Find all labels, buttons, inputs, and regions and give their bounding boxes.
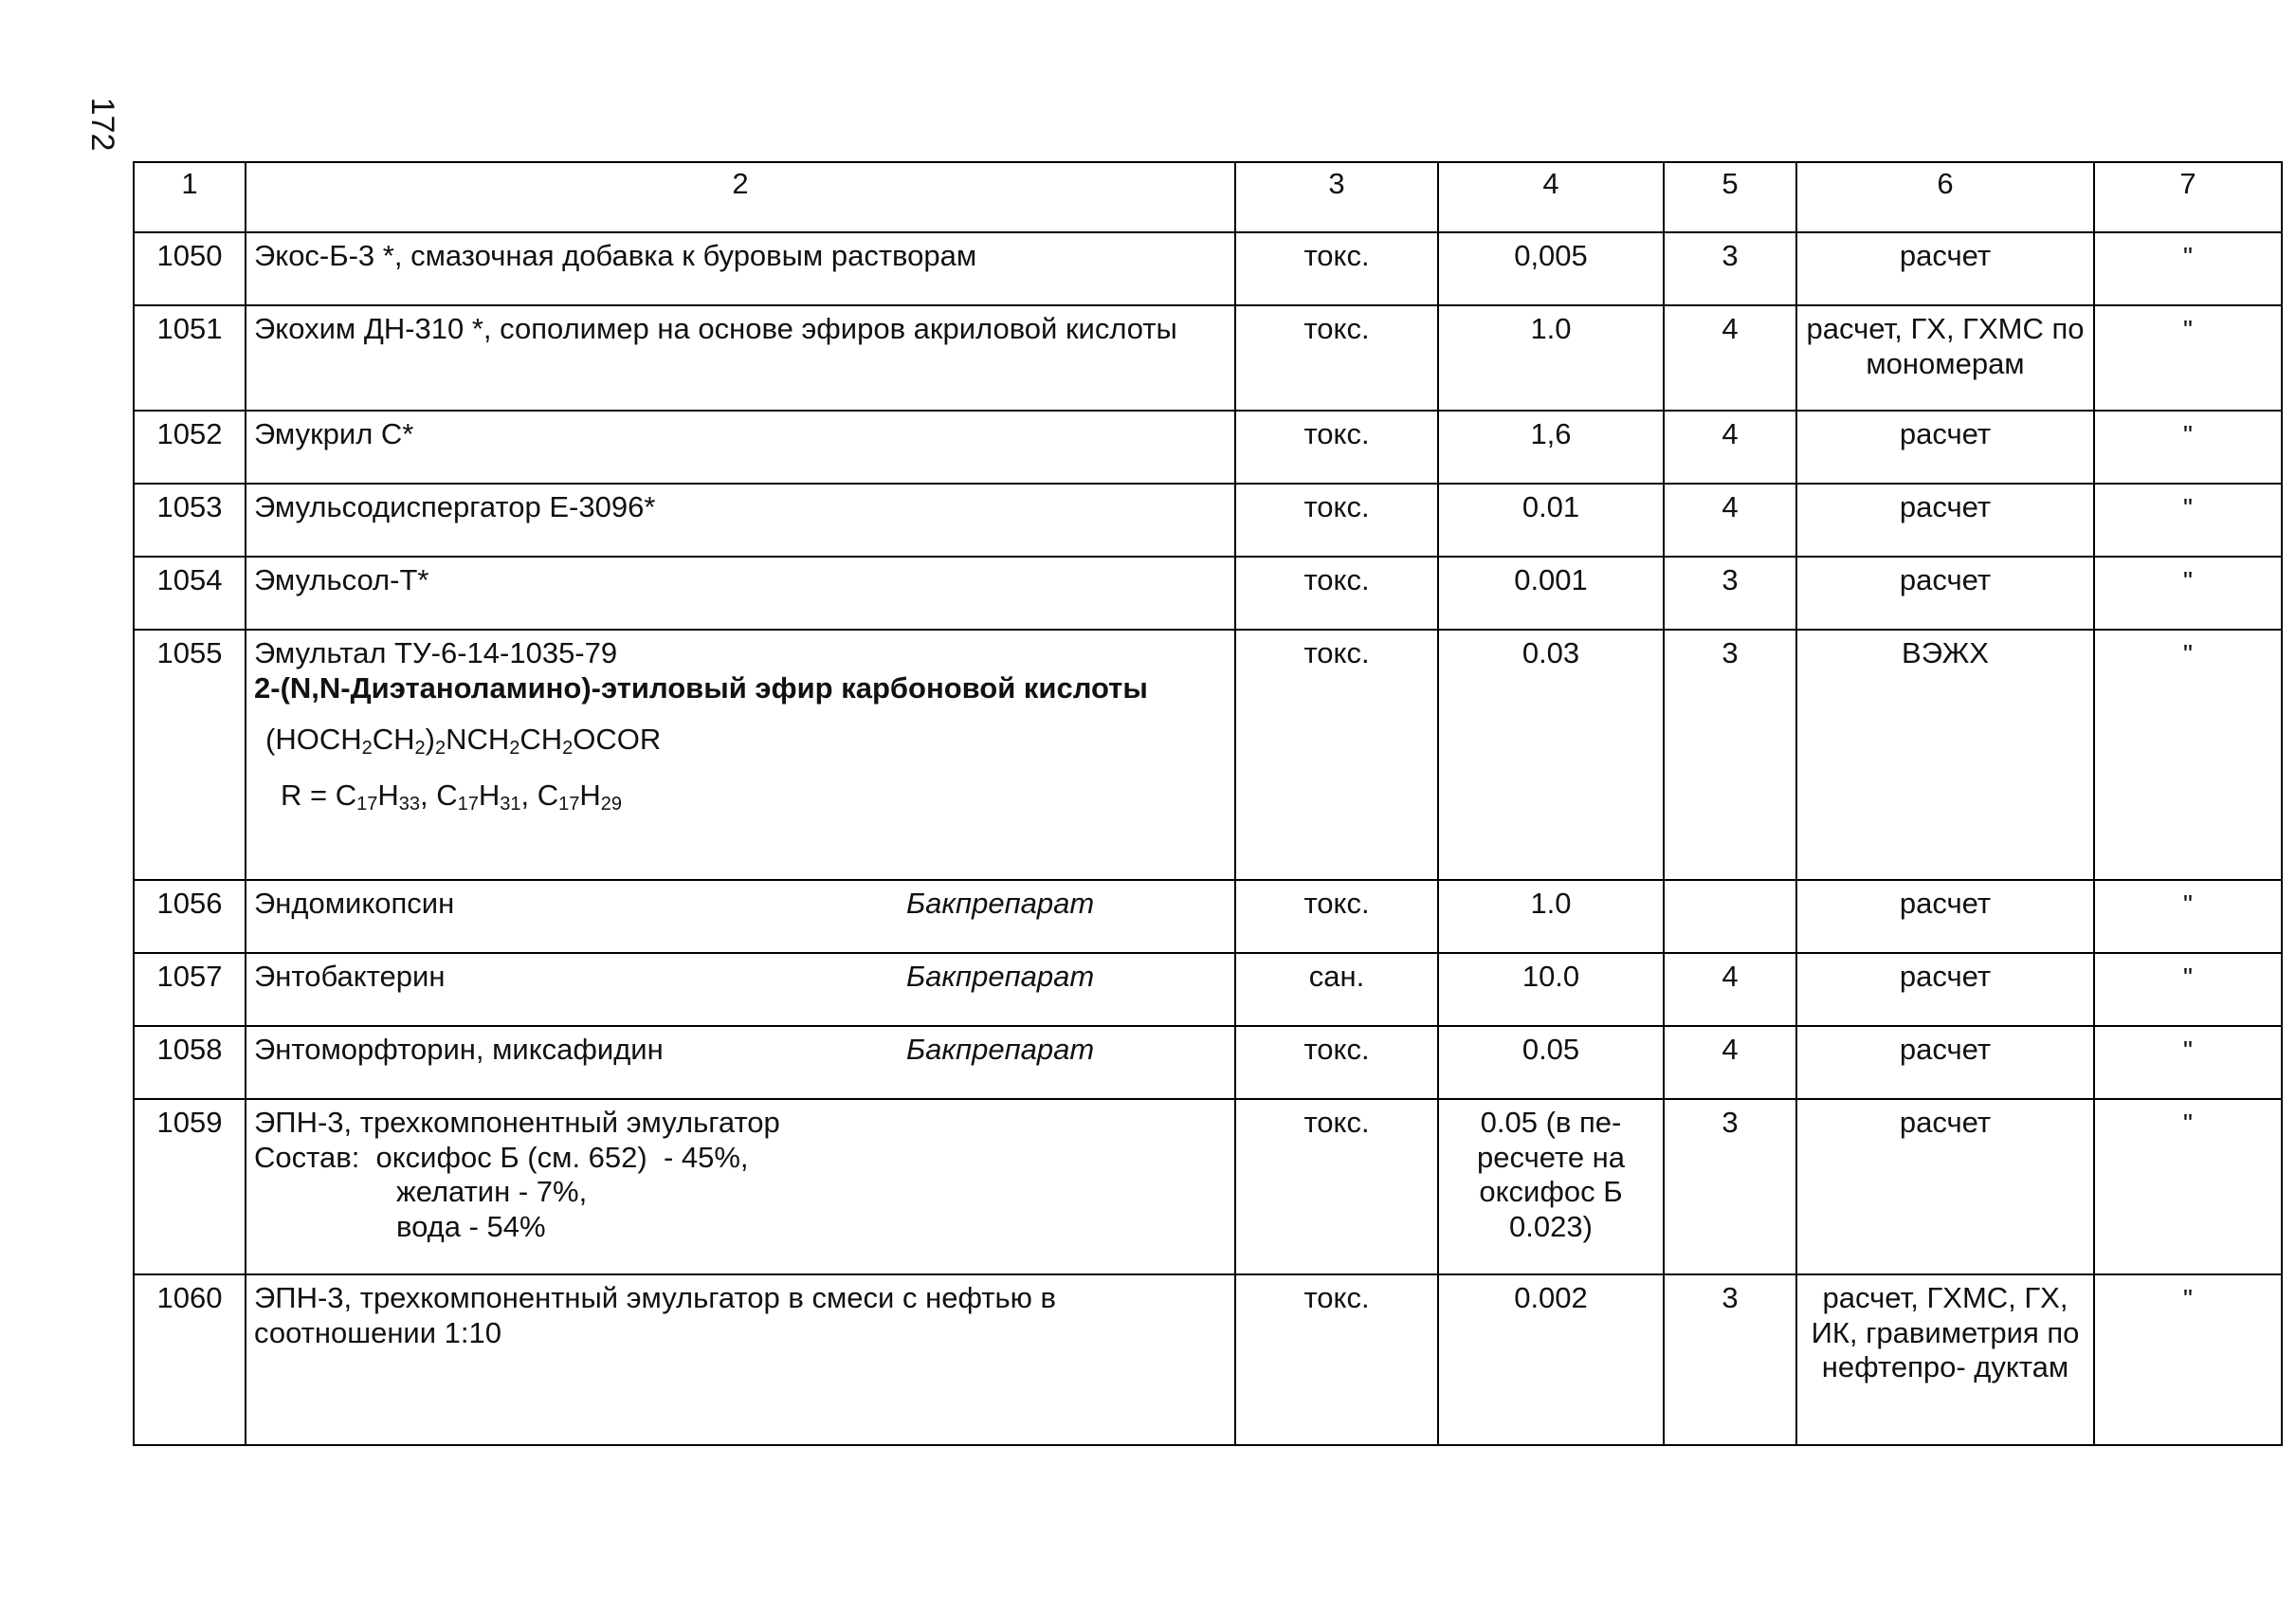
row-name: Эмульсодиспергатор Е-3096*: [246, 484, 1235, 557]
row-name: Экохим ДН-310 *, сополимер на основе эфиров акриловой кислоты: [246, 305, 1235, 411]
row-note: [2094, 1274, 2282, 1445]
formula-part: CH: [372, 723, 415, 757]
row-type: токс.: [1235, 484, 1438, 557]
header-cell-4: 4: [1438, 162, 1664, 232]
row-method: расчет, ГХ, ГХМС по мономерам: [1796, 305, 2094, 411]
table-row: [134, 232, 2282, 305]
row-name-cell: [246, 1099, 1235, 1274]
row-value: 10.0: [1438, 953, 1664, 1026]
row-id: 1053: [134, 484, 246, 557]
row-name: Эндомикопсин: [254, 887, 455, 920]
row-name-cell: [246, 1026, 1235, 1099]
row-note: [2094, 305, 2282, 411]
r-group-formula: [254, 779, 1227, 814]
ditto-mark: ": [2183, 889, 2193, 919]
table-header-row: [134, 162, 2282, 232]
formula-part: ): [425, 723, 435, 757]
row-id: 1059: [134, 1099, 246, 1274]
ditto-mark: ": [2183, 420, 2193, 449]
row-method: расчет: [1796, 484, 2094, 557]
row-method: ВЭЖХ: [1796, 630, 2094, 880]
row-method: расчет: [1796, 880, 2094, 953]
row-note: [2094, 630, 2282, 880]
row-value: 0,005: [1438, 232, 1664, 305]
ditto-mark: ": [2183, 315, 2193, 344]
formula-subscript: 17: [356, 793, 378, 815]
substance-table: [133, 161, 2196, 1456]
row-id: 1055: [134, 630, 246, 880]
row-type: сан.: [1235, 953, 1438, 1026]
formula-part: R = C: [281, 778, 357, 812]
row-class: 3: [1664, 630, 1796, 880]
table-row: [134, 1274, 2282, 1445]
row-value: 0.001: [1438, 557, 1664, 630]
row-type: токс.: [1235, 630, 1438, 880]
row-name-cell: [246, 880, 1235, 953]
row-class: 4: [1664, 1026, 1796, 1099]
ditto-mark: ": [2183, 1284, 2193, 1313]
row-id: 1056: [134, 880, 246, 953]
row-name: ЭПН-3, трехкомпонентный эмульгатор: [254, 1106, 780, 1139]
formula-part: H: [478, 778, 501, 812]
table-row: [134, 305, 2282, 411]
ditto-mark: ": [2183, 242, 2193, 271]
composition-line: вода - 54%: [396, 1209, 546, 1243]
row-class: 3: [1664, 1099, 1796, 1274]
row-method: расчет: [1796, 1026, 2094, 1099]
row-note: [2094, 880, 2282, 953]
row-type: токс.: [1235, 1026, 1438, 1099]
row-name: ЭПН-3, трехкомпонентный эмульгатор в смеси с нефтью в соотношении 1:10: [246, 1274, 1235, 1445]
row-name: Эмульсол-Т*: [246, 557, 1235, 630]
table-row: [134, 1099, 2282, 1274]
row-class: 4: [1664, 484, 1796, 557]
preparation-tag: Бакпрепарат: [906, 960, 1095, 993]
formula-part: NCH: [446, 723, 510, 757]
row-class: [1664, 880, 1796, 953]
row-type: токс.: [1235, 411, 1438, 484]
table-row: [134, 557, 2282, 630]
row-value: 0.05: [1438, 1026, 1664, 1099]
ditto-mark: ": [2183, 639, 2193, 669]
formula-subscript: 17: [558, 793, 580, 815]
formula-part: CH: [519, 723, 563, 757]
formula-part: H: [377, 778, 399, 812]
row-type: токс.: [1235, 880, 1438, 953]
formula-subscript: 29: [600, 793, 623, 815]
table-row: [134, 953, 2282, 1026]
page-number: 172: [84, 97, 120, 152]
header-cell-6: 6: [1796, 162, 2094, 232]
formula-part: , C: [520, 778, 559, 812]
row-note: [2094, 1026, 2282, 1099]
header-cell-1: 1: [134, 162, 246, 232]
row-class: 4: [1664, 953, 1796, 1026]
ditto-mark: ": [2183, 493, 2193, 522]
ditto-mark: ": [2183, 962, 2193, 992]
header-cell-7: 7: [2094, 162, 2282, 232]
preparation-tag: Бакпрепарат: [906, 1033, 1095, 1066]
formula-subscript: 2: [361, 738, 373, 760]
row-value: 0.05 (в пе- ресчете на оксифос Б 0.023): [1438, 1099, 1664, 1274]
row-type: токс.: [1235, 1099, 1438, 1274]
ditto-mark: ": [2183, 566, 2193, 595]
row-value: 0.01: [1438, 484, 1664, 557]
row-value: 0.03: [1438, 630, 1664, 880]
formula-subscript: 2: [414, 738, 426, 760]
row-method: расчет: [1796, 557, 2094, 630]
row-method: расчет, ГХМС, ГХ, ИК, гравиметрия по нефтепро- дуктам: [1796, 1274, 2094, 1445]
header-cell-5: 5: [1664, 162, 1796, 232]
table-row: [134, 880, 2282, 953]
formula-subscript: 2: [562, 738, 574, 760]
row-id: 1058: [134, 1026, 246, 1099]
header-cell-3: 3: [1235, 162, 1438, 232]
row-type: токс.: [1235, 232, 1438, 305]
row-class: 4: [1664, 305, 1796, 411]
formula-subscript: 2: [509, 738, 520, 760]
row-note: [2094, 1099, 2282, 1274]
composition-line: желатин - 7%,: [396, 1175, 588, 1209]
formula-part: OCOR: [573, 723, 662, 757]
row-method: расчет: [1796, 1099, 2094, 1274]
row-note: [2094, 411, 2282, 484]
formula-subscript: 2: [434, 738, 446, 760]
row-id: 1052: [134, 411, 246, 484]
row-method: расчет: [1796, 411, 2094, 484]
table-row: [134, 630, 2282, 880]
row-id: 1051: [134, 305, 246, 411]
row-value: 1.0: [1438, 880, 1664, 953]
row-name: Энтоморфторин, миксафидин: [254, 1033, 664, 1066]
row-name: Эмультал ТУ-6-14-1035-79: [254, 636, 618, 669]
row-id: 1060: [134, 1274, 246, 1445]
row-class: 3: [1664, 232, 1796, 305]
chemical-formula: [254, 723, 1227, 758]
row-type: токс.: [1235, 1274, 1438, 1445]
row-name: Эмукрил С*: [246, 411, 1235, 484]
table: [133, 161, 2283, 1446]
ditto-mark: ": [2183, 1035, 2193, 1065]
table-row: [134, 1026, 2282, 1099]
row-value: 1.0: [1438, 305, 1664, 411]
header-cell-2: 2: [246, 162, 1235, 232]
row-value: 1,6: [1438, 411, 1664, 484]
row-id: 1054: [134, 557, 246, 630]
row-method: расчет: [1796, 232, 2094, 305]
composition-line: Состав: оксифос Б (см. 652) - 45%,: [254, 1140, 749, 1174]
row-name: Энтобактерин: [254, 960, 446, 993]
formula-part: H: [579, 778, 601, 812]
row-value: 0.002: [1438, 1274, 1664, 1445]
formula-subscript: 33: [398, 793, 420, 815]
row-type: токс.: [1235, 557, 1438, 630]
preparation-tag: Бакпрепарат: [906, 887, 1095, 920]
row-class: 3: [1664, 1274, 1796, 1445]
row-note: [2094, 484, 2282, 557]
name-with-tag: [254, 887, 1227, 952]
row-note: [2094, 557, 2282, 630]
row-class: 3: [1664, 557, 1796, 630]
row-id: 1057: [134, 953, 246, 1026]
chemical-name: 2-(N,N-Диэтаноламино)-этиловый эфир карбоновой кислоты: [254, 670, 1148, 705]
row-class: 4: [1664, 411, 1796, 484]
row-type: токс.: [1235, 305, 1438, 411]
row-name: Экос-Б-3 *, смазочная добавка к буровым растворам: [246, 232, 1235, 305]
row-method: расчет: [1796, 953, 2094, 1026]
ditto-mark: ": [2183, 1108, 2193, 1138]
row-name-cell: [246, 630, 1235, 880]
formula-subscript: 31: [500, 793, 521, 815]
name-with-tag: [254, 960, 1227, 1025]
name-with-tag: [254, 1033, 1227, 1098]
row-id: 1050: [134, 232, 246, 305]
formula-part: (HOCH: [265, 723, 362, 757]
formula-part: , C: [420, 778, 458, 812]
table-row: [134, 411, 2282, 484]
row-name-cell: [246, 953, 1235, 1026]
row-note: [2094, 953, 2282, 1026]
row-note: [2094, 232, 2282, 305]
table-row: [134, 484, 2282, 557]
formula-subscript: 17: [457, 793, 479, 815]
